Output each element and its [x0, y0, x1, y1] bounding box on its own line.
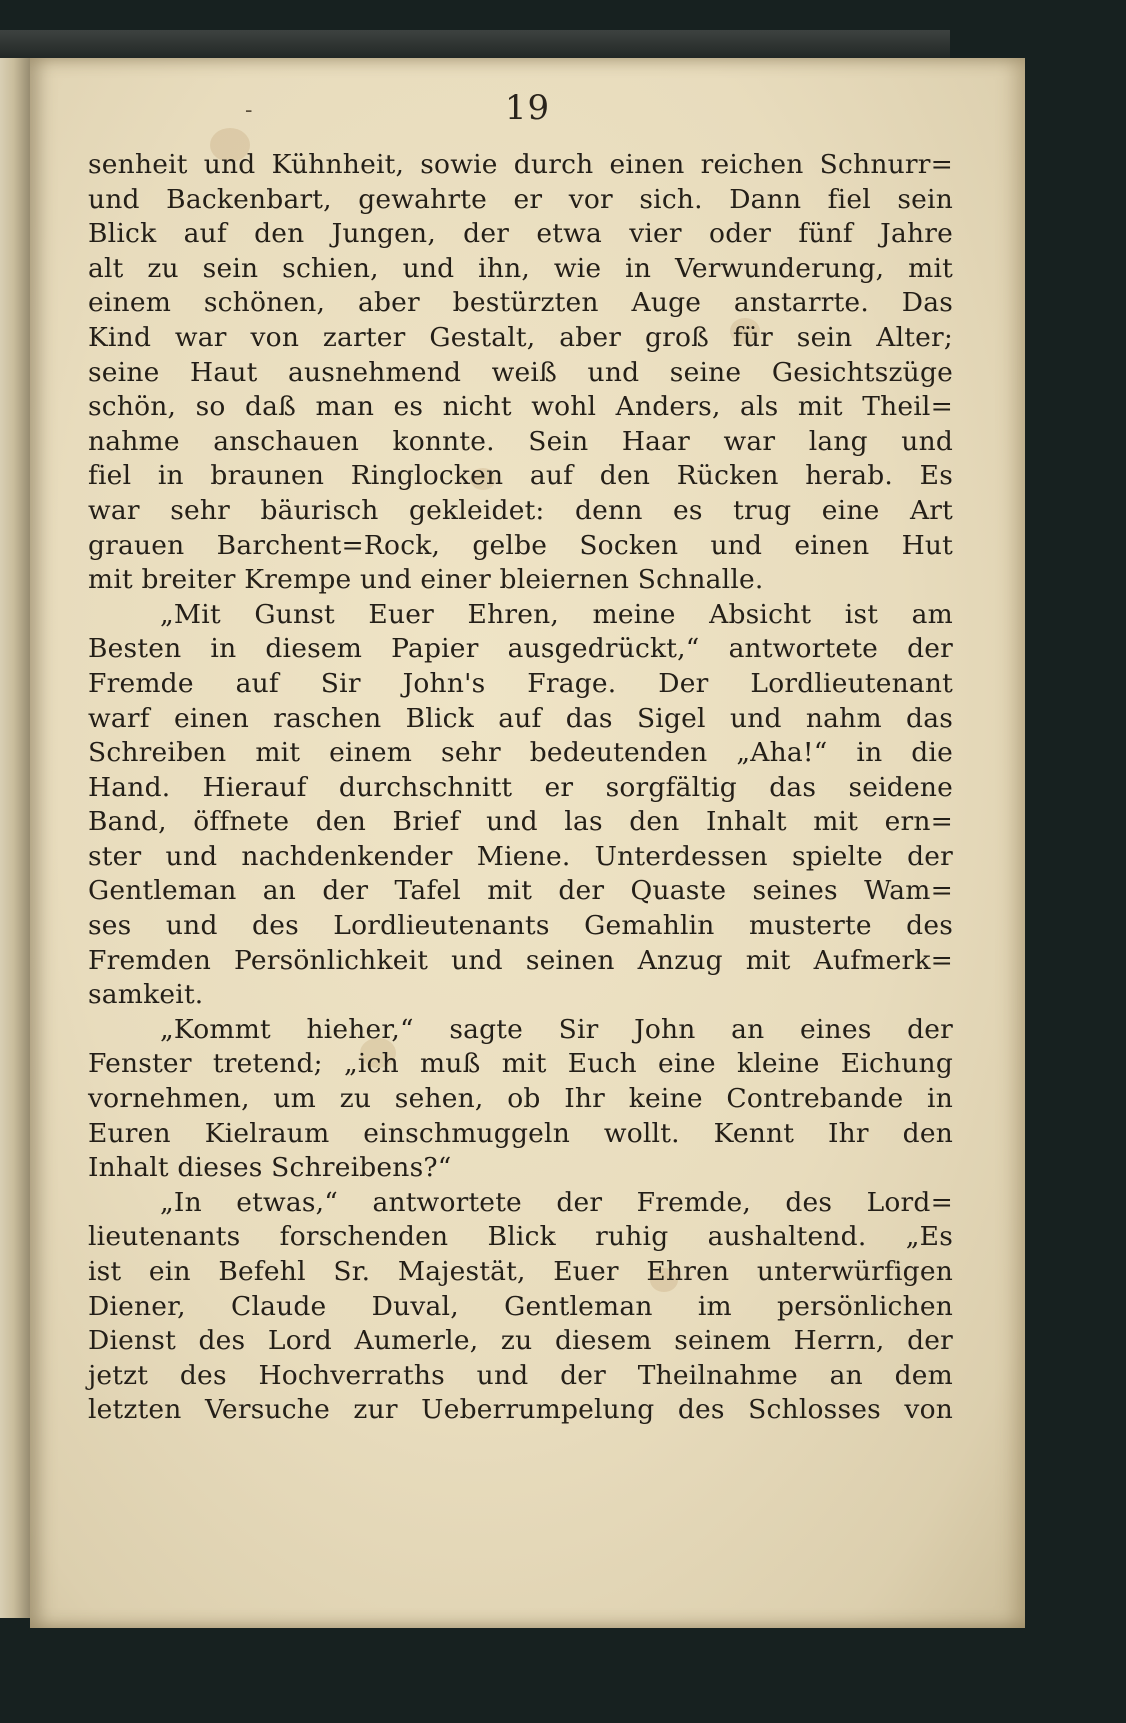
text-line: lieutenants forschenden Blick ruhig aushaltend. „Es	[88, 1221, 953, 1253]
text-line: jetzt des Hochverraths und der Theilnahme an dem	[88, 1359, 953, 1391]
text-line: fiel in braunen Ringlocken auf den Rücken herab. Es	[88, 460, 953, 492]
text-line: nahme anschauen konnte. Sein Haar war lang und	[88, 425, 953, 457]
text-line: Dienst des Lord Aumerle, zu diesem seinem Herrn, der	[88, 1325, 953, 1357]
text-line: und Backenbart, gewahrte er vor sich. Dann fiel sein	[88, 183, 953, 215]
text-line: „Kommt hieher,“ sagte Sir John an eines der	[160, 1013, 953, 1045]
running-mark: -	[245, 98, 253, 123]
text-line: Fremden Persönlichkeit und seinen Anzug mit Aufmerk=	[88, 944, 953, 976]
text-line: ster und nachdenkender Miene. Unterdessen spielte der	[88, 840, 953, 872]
book-page	[30, 58, 1025, 1628]
body-text	[88, 148, 953, 1428]
text-line: Kind war von zarter Gestalt, aber groß für sein Alter;	[88, 321, 953, 353]
text-line: Hand. Hierauf durchschnitt er sorgfältig das seidene	[88, 771, 953, 803]
text-line: Fremde auf Sir John's Frage. Der Lordlieutenant	[88, 667, 953, 699]
text-line: Fenster tretend; „ich muß mit Euch eine kleine Eichung	[88, 1048, 953, 1080]
text-line: einem schönen, aber bestürzten Auge anstarrte. Das	[88, 287, 953, 319]
text-line: mit breiter Krempe und einer bleiernen Schnalle.	[88, 564, 764, 596]
text-line: Schreiben mit einem sehr bedeutenden „Aha!“ in die	[88, 737, 953, 769]
page-gutter	[0, 58, 34, 1618]
text-line: letzten Versuche zur Ueberrumpelung des Schlosses von	[88, 1394, 953, 1426]
text-line: Gentleman an der Tafel mit der Quaste seines Wam=	[88, 875, 953, 907]
text-line: senheit und Kühnheit, sowie durch einen reichen Schnurr=	[88, 149, 953, 180]
text-line: Blick auf den Jungen, der etwa vier oder fünf Jahre	[88, 218, 953, 250]
text-line: alt zu sein schien, und ihn, wie in Verwunderung, mit	[88, 252, 953, 284]
text-line: warf einen raschen Blick auf das Sigel und nahm das	[88, 702, 953, 734]
text-line: Diener, Claude Duval, Gentleman im persönlichen	[88, 1290, 953, 1322]
text-line: schön, so daß man es nicht wohl Anders, als mit Theil=	[88, 391, 953, 423]
text-line: Band, öffnete den Brief und las den Inhalt mit ern=	[88, 806, 953, 838]
text-line: ses und des Lordlieutenants Gemahlin musterte des	[88, 910, 953, 942]
text-line: samkeit.	[88, 979, 204, 1011]
text-line: Inhalt dieses Schreibens?“	[88, 1152, 452, 1184]
text-line: Euren Kielraum einschmuggeln wollt. Kennt Ihr den	[88, 1117, 953, 1149]
text-line: vornehmen, um zu sehen, ob Ihr keine Contrebande in	[88, 1083, 953, 1115]
page-header	[30, 88, 1025, 128]
page-number: 19	[504, 88, 551, 128]
text-line: ist ein Befehl Sr. Majestät, Euer Ehren unterwürfigen	[88, 1256, 953, 1287]
text-line: „Mit Gunst Euer Ehren, meine Absicht ist am	[160, 598, 953, 630]
text-line: grauen Barchent=Rock, gelbe Socken und einen Hut	[88, 529, 953, 561]
text-line: war sehr bäurisch gekleidet: denn es trug eine Art	[88, 494, 953, 526]
text-line: „In etwas,“ antwortete der Fremde, des Lord=	[160, 1186, 953, 1218]
text-line: Besten in diesem Papier ausgedrückt,“ antwortete der	[88, 633, 953, 665]
text-line: seine Haut ausnehmend weiß und seine Gesichtszüge	[88, 356, 953, 388]
